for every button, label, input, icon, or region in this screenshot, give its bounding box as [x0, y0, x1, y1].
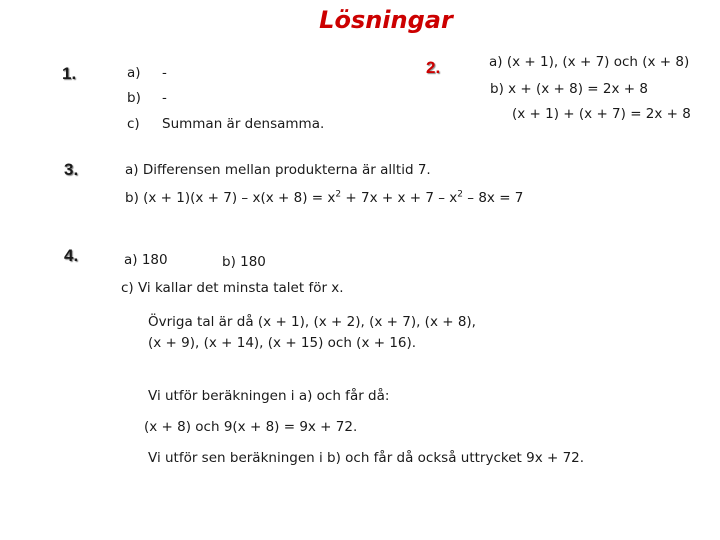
problem-4-b: b) 180 [222, 254, 266, 270]
problem-1-c-label: c) [127, 116, 140, 132]
problem-3-b: b) $(x + 1)(x + 7) - x(x + 8) = x^2 + 7x + x + 7 - x^2 - 8x = 7$ [125, 189, 524, 206]
problem-2-a: a) (x + 1), (x + 7) och (x + 8) [489, 54, 690, 70]
problem-4-a: a) 180 [124, 252, 168, 268]
problem-4-calc-result: (x + 8) och 9(x + 8) = 9x + 72. [144, 419, 358, 435]
page-title: Lösningar [319, 6, 453, 34]
problem-4-c: c) Vi kallar det minsta talet för x. [121, 280, 344, 296]
problem-4-others-line2: (x + 9), (x + 14), (x + 15) och (x + 16). [148, 335, 417, 351]
problem-1-b-label: b) [127, 90, 141, 106]
problem-1-a-label: a) [127, 65, 141, 81]
problem-4-calc-intro: Vi utför beräkningen i a) och får då: [148, 388, 390, 404]
problem-4-number: 4. [64, 246, 79, 265]
problem-4-others-line1: Övriga tal är då (x + 1), (x + 2), (x + 7), (x + 8), [148, 314, 476, 330]
problem-3-number: 3. [64, 160, 79, 179]
problem-1-a-text: - [162, 65, 167, 81]
problem-4-final: Vi utför sen beräkningen i b) och får då också uttrycket 9x + 72. [148, 450, 585, 466]
problem-2-number: 2. [426, 58, 441, 77]
problem-2-b-line2: (x + 1) + (x + 7) = 2x + 8 [512, 106, 691, 122]
problem-1-number: 1. [62, 64, 77, 83]
problem-1-b-text: - [162, 90, 167, 106]
problem-1-c-text: Summan är densamma. [162, 116, 325, 132]
problem-2-b-line1: b) x + (x + 8) = 2x + 8 [490, 81, 648, 97]
problem-3-a: a) Differensen mellan produkterna är alltid 7. [125, 162, 431, 178]
